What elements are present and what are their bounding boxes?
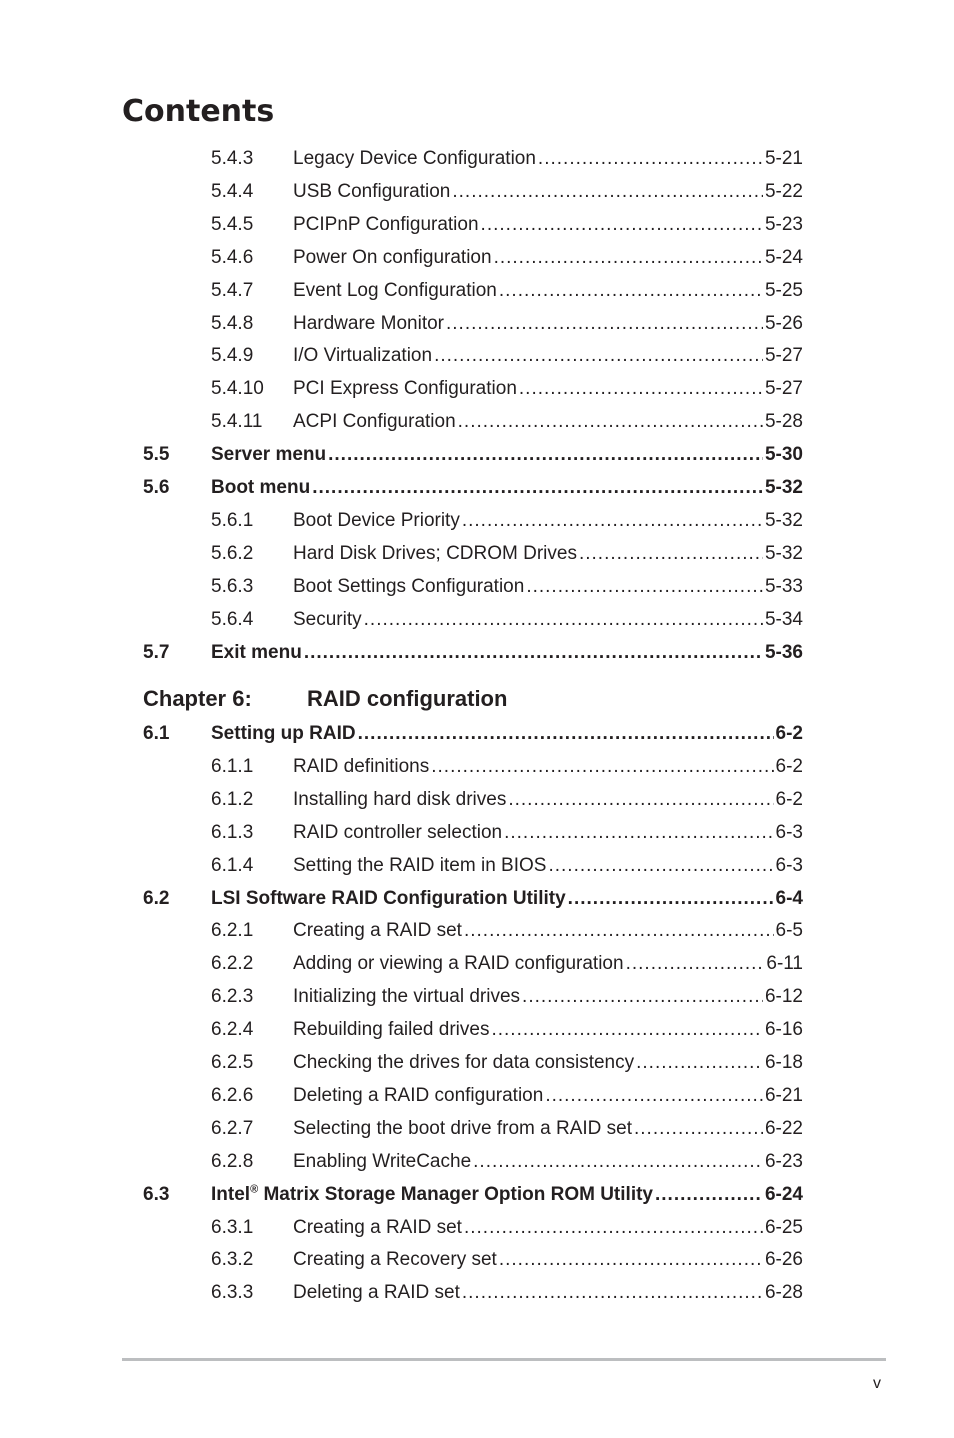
toc-entry-title-text: Creating a Recovery set — [293, 1249, 497, 1270]
toc-entry-leader-line — [293, 570, 803, 603]
toc-entry[interactable] — [0, 636, 954, 669]
toc-entry[interactable] — [0, 717, 954, 750]
toc-entry-leader-line — [293, 750, 803, 783]
toc-entry-title-text: Boot menu — [211, 477, 311, 498]
registered-trademark-mark: ® — [250, 1183, 259, 1196]
toc-entry-number: 6.1.3 — [211, 822, 254, 843]
toc-entry[interactable] — [0, 1112, 954, 1145]
dot-leader — [548, 849, 773, 882]
toc-entry-title — [211, 882, 566, 915]
toc-entry-number: 5.4.3 — [211, 148, 254, 169]
toc-entry-page: 5-27 — [764, 378, 803, 399]
toc-entry-page: 6-3 — [775, 822, 803, 843]
toc-entry-leader-line — [211, 717, 803, 750]
toc-entry[interactable] — [0, 1046, 954, 1079]
toc-entry-title — [211, 1178, 653, 1211]
toc-entry-page: 5-27 — [764, 345, 803, 366]
toc-entry-title — [293, 783, 506, 816]
toc-entry-title-text: PCIPnP Configuration — [293, 214, 479, 235]
toc-entry[interactable] — [0, 1243, 954, 1276]
toc-entry-page: 6-3 — [775, 855, 803, 876]
toc-entry[interactable] — [0, 914, 954, 947]
toc-entry-leader-line — [293, 603, 803, 636]
toc-entry[interactable] — [0, 603, 954, 636]
toc-entry-number: 5.6.4 — [211, 609, 254, 630]
toc-entry-title-text: RAID controller selection — [293, 822, 503, 843]
dot-leader — [446, 307, 763, 340]
toc-entry-number: 6.1.1 — [211, 756, 254, 777]
toc-entry-number: 5.4.8 — [211, 313, 254, 334]
toc-entry-page: 5-28 — [764, 411, 803, 432]
toc-entry-page: 6-5 — [775, 920, 803, 941]
toc-entry-title — [293, 750, 429, 783]
toc-entry-title-text: Boot Device Priority — [293, 510, 460, 531]
toc-entry-page: 5-32 — [764, 477, 803, 498]
toc-entry[interactable] — [0, 816, 954, 849]
dot-leader — [491, 1013, 763, 1046]
toc-entry-leader-line — [211, 882, 803, 915]
toc-entry-number: 5.7 — [143, 642, 170, 663]
toc-entry-number: 5.4.5 — [211, 214, 254, 235]
toc-entry-title — [293, 816, 502, 849]
toc-entry-title-text: Power On configuration — [293, 247, 492, 268]
toc-entry[interactable] — [0, 405, 954, 438]
toc-entry-title — [293, 537, 577, 570]
toc-entry[interactable] — [0, 980, 954, 1013]
toc-entry-page: 6-22 — [764, 1118, 803, 1139]
toc-entry-title-text: Rebuilding failed drives — [293, 1019, 490, 1040]
toc-entry-number: 5.4.7 — [211, 280, 254, 301]
toc-entry-number: 6.2.4 — [211, 1019, 254, 1040]
toc-entry[interactable] — [0, 175, 954, 208]
toc-entry-leader-line — [293, 241, 803, 274]
toc-entry-title-text: Adding or viewing a RAID configuration — [293, 953, 624, 974]
toc-entry-title — [211, 471, 310, 504]
toc-entry-title — [293, 405, 456, 438]
toc-entry-page: 6-21 — [764, 1085, 803, 1106]
toc-entry-page: 6-24 — [764, 1184, 803, 1205]
toc-entry-leader-line — [293, 142, 803, 175]
page-number: v — [873, 1375, 881, 1392]
toc-entry-title-text: Security — [293, 609, 362, 630]
dot-leader — [462, 1276, 763, 1309]
toc-entry-title — [293, 504, 460, 537]
toc-entry[interactable] — [0, 471, 954, 504]
toc-entry-leader-line — [211, 438, 803, 471]
toc-entry-number: 6.2.2 — [211, 953, 254, 974]
dot-leader — [328, 438, 763, 471]
toc-entry-page: 5-22 — [764, 181, 803, 202]
toc-entry-leader-line — [293, 1145, 803, 1178]
dot-leader — [655, 1178, 763, 1211]
toc-entry-number: 5.6.1 — [211, 510, 254, 531]
toc-entry[interactable] — [0, 307, 954, 340]
toc-entry-title — [293, 274, 497, 307]
dot-leader — [464, 1211, 763, 1244]
toc-entry-title-text: Server menu — [211, 444, 327, 465]
toc-entry-number: 5.6.3 — [211, 576, 254, 597]
toc-entry-title — [293, 849, 546, 882]
toc-entry-page: 5-25 — [764, 280, 803, 301]
toc-entry-page: 5-33 — [764, 576, 803, 597]
toc-entry-leader-line — [293, 1276, 803, 1309]
dot-leader — [358, 717, 774, 750]
chapter-title: RAID configuration — [307, 686, 508, 711]
toc-entry-leader-line — [211, 471, 803, 504]
toc-entry-page: 6-2 — [775, 723, 803, 744]
toc-entry-page: 6-4 — [775, 888, 803, 909]
toc-entry-page: 5-24 — [764, 247, 803, 268]
toc-entry-leader-line — [293, 1211, 803, 1244]
toc-entry-title-text: Creating a RAID set — [293, 1217, 462, 1238]
toc-entry-page: 6-11 — [766, 953, 803, 974]
chapter-number: Chapter 6: — [143, 686, 252, 711]
dot-leader — [519, 372, 763, 405]
toc-entry-title — [293, 1112, 632, 1145]
toc-entry-number: 6.2.6 — [211, 1085, 254, 1106]
dot-leader — [462, 504, 763, 537]
dot-leader — [538, 142, 763, 175]
toc-entry-page: 6-25 — [764, 1217, 803, 1238]
toc-entry-page: 6-28 — [764, 1282, 803, 1303]
toc-entry-number: 6.2.5 — [211, 1052, 254, 1073]
dot-leader — [364, 603, 763, 636]
dot-leader — [434, 339, 763, 372]
dot-leader — [499, 1243, 763, 1276]
toc-entry-title-text: Deleting a RAID configuration — [293, 1085, 544, 1106]
toc-entry-leader-line — [293, 816, 803, 849]
toc-entry-title — [211, 717, 356, 750]
toc-entry-title — [293, 1211, 462, 1244]
toc-entry-title-text: USB Configuration — [293, 181, 451, 202]
toc-entry[interactable] — [0, 241, 954, 274]
toc-entry[interactable] — [0, 339, 954, 372]
toc-entry[interactable] — [0, 1276, 954, 1309]
dot-leader — [526, 570, 763, 603]
toc-entry-leader-line — [293, 504, 803, 537]
toc-entry[interactable] — [0, 750, 954, 783]
toc-entry[interactable] — [0, 142, 954, 175]
toc-entry-leader-line — [293, 339, 803, 372]
toc-entry-title-text: Selecting the boot drive from a RAID set — [293, 1118, 632, 1139]
toc-entry-title-text: PCI Express Configuration — [293, 378, 517, 399]
toc-entry-leader-line — [293, 372, 803, 405]
toc-entry-title-text: Intel — [211, 1184, 251, 1205]
page-title: Contents — [122, 94, 275, 129]
toc-entry-title — [293, 175, 450, 208]
toc-entry-leader-line — [293, 405, 803, 438]
toc-entry-title-text: Matrix Storage Manager Option ROM Utility — [258, 1184, 653, 1205]
toc-entry-page: 5-21 — [764, 148, 803, 169]
toc-entry-leader-line — [211, 1178, 803, 1211]
toc-entry[interactable] — [0, 1178, 954, 1211]
toc-entry-number: 5.4.10 — [211, 378, 264, 399]
toc-entry-title — [293, 241, 492, 274]
toc-entry-title — [293, 1243, 497, 1276]
toc-entry-number: 6.2.1 — [211, 920, 254, 941]
dot-leader — [626, 947, 765, 980]
toc-entry-title-text: Installing hard disk drives — [293, 789, 507, 810]
dot-leader — [568, 882, 774, 915]
dot-leader — [634, 1112, 763, 1145]
toc-entry-number: 6.3 — [143, 1184, 170, 1205]
toc-entry-leader-line — [211, 636, 803, 669]
dot-leader — [636, 1046, 763, 1079]
toc-entry-leader-line — [293, 307, 803, 340]
toc-entry-page: 6-2 — [775, 789, 803, 810]
dot-leader — [431, 750, 773, 783]
toc-entry-number: 6.2.7 — [211, 1118, 254, 1139]
toc-entry-leader-line — [293, 914, 803, 947]
footer-divider — [122, 1358, 886, 1361]
dot-leader — [458, 405, 763, 438]
toc-entry-number: 6.2.8 — [211, 1151, 254, 1172]
toc-entry-leader-line — [293, 947, 803, 980]
toc-entry-number: 6.2.3 — [211, 986, 254, 1007]
toc-entry-leader-line — [293, 1046, 803, 1079]
toc-entry-number: 5.6 — [143, 477, 170, 498]
toc-entry[interactable] — [0, 1211, 954, 1244]
toc-entry-title-text: Setting the RAID item in BIOS — [293, 855, 547, 876]
toc-entry-title-text: Checking the drives for data consistency — [293, 1052, 635, 1073]
toc-entry[interactable] — [0, 947, 954, 980]
toc-entry[interactable] — [0, 882, 954, 915]
toc-entry-title-text: Initializing the virtual drives — [293, 986, 521, 1007]
toc-entry-title — [211, 438, 326, 471]
toc-entry-leader-line — [293, 537, 803, 570]
toc-entry[interactable] — [0, 372, 954, 405]
toc-entry-title-text: Legacy Device Configuration — [293, 148, 536, 169]
toc-entry-title-text: Enabling WriteCache — [293, 1151, 472, 1172]
toc-entry-number: 5.4.6 — [211, 247, 254, 268]
toc-entry[interactable] — [0, 1079, 954, 1112]
dot-leader — [504, 816, 773, 849]
toc-entry-page: 6-16 — [764, 1019, 803, 1040]
toc-entry-page: 5-26 — [764, 313, 803, 334]
toc-entry-title-text: Setting up RAID — [211, 723, 356, 744]
dot-leader — [499, 274, 763, 307]
toc-entry-leader-line — [293, 783, 803, 816]
toc-entry-title — [293, 339, 432, 372]
toc-entry-title-text: Hard Disk Drives; CDROM Drives — [293, 543, 577, 564]
toc-entry-title — [293, 570, 524, 603]
toc-entry-leader-line — [293, 1079, 803, 1112]
dot-leader — [579, 537, 763, 570]
dot-leader — [473, 1145, 763, 1178]
toc-entry-title — [293, 1145, 471, 1178]
toc-entry-leader-line — [293, 1013, 803, 1046]
toc-entry[interactable] — [0, 783, 954, 816]
toc-entry[interactable] — [0, 849, 954, 882]
toc-entry-number: 6.3.1 — [211, 1217, 254, 1238]
toc-entry-number: 6.3.3 — [211, 1282, 254, 1303]
toc-entry-title — [293, 947, 624, 980]
toc-entry-title-text: Event Log Configuration — [293, 280, 497, 301]
toc-entry-page: 5-23 — [764, 214, 803, 235]
toc-entry[interactable] — [0, 1145, 954, 1178]
toc-entry-leader-line — [293, 1243, 803, 1276]
toc-entry[interactable] — [0, 570, 954, 603]
toc-entry-leader-line — [293, 274, 803, 307]
toc-entry-title-text: Hardware Monitor — [293, 313, 444, 334]
toc-entry-title-text: I/O Virtualization — [293, 345, 433, 366]
toc-entry-number: 6.1.4 — [211, 855, 254, 876]
toc-entry-page: 5-32 — [764, 510, 803, 531]
toc-entry-page: 6-18 — [764, 1052, 803, 1073]
toc-entry-number: 5.4.11 — [211, 411, 263, 432]
toc-entry-title — [293, 980, 520, 1013]
dot-leader — [494, 241, 763, 274]
toc-entry-number: 5.4.4 — [211, 181, 254, 202]
toc-entry-number: 5.5 — [143, 444, 170, 465]
toc-entry-title-text: LSI Software RAID Configuration Utility — [211, 888, 566, 909]
toc-entry-title — [293, 307, 444, 340]
dot-leader — [481, 208, 763, 241]
toc-entry-number: 6.1.2 — [211, 789, 254, 810]
toc-entry[interactable] — [0, 1013, 954, 1046]
toc-entry-title — [293, 372, 517, 405]
toc-entry-title — [293, 1013, 489, 1046]
toc-entry[interactable] — [0, 537, 954, 570]
toc-entry-title — [211, 636, 302, 669]
toc-entry-page: 6-2 — [775, 756, 803, 777]
chapter-heading — [0, 684, 954, 714]
toc-entry-title-text: ACPI Configuration — [293, 411, 456, 432]
toc-entry-title-text: Boot Settings Configuration — [293, 576, 525, 597]
toc-entry[interactable] — [0, 504, 954, 537]
dot-leader — [508, 783, 773, 816]
toc-entry-page: 6-23 — [764, 1151, 803, 1172]
toc-entry-number: 5.6.2 — [211, 543, 254, 564]
toc-entry-number: 5.4.9 — [211, 345, 254, 366]
toc-entry-title — [293, 603, 362, 636]
dot-leader — [312, 471, 763, 504]
toc-entry-leader-line — [293, 208, 803, 241]
toc-entry-page: 5-32 — [764, 543, 803, 564]
toc-entry[interactable] — [0, 274, 954, 307]
toc-entry[interactable] — [0, 208, 954, 241]
toc-entry-title — [293, 914, 462, 947]
toc-entry-title — [293, 208, 479, 241]
dot-leader — [452, 175, 763, 208]
dot-leader — [522, 980, 763, 1013]
toc-entry-number: 6.3.2 — [211, 1249, 254, 1270]
toc-entry-page: 5-36 — [764, 642, 803, 663]
toc-entry-page: 5-34 — [764, 609, 803, 630]
toc-entry-page: 6-26 — [764, 1249, 803, 1270]
dot-leader — [545, 1079, 763, 1112]
toc-entry-page: 5-30 — [764, 444, 803, 465]
toc-entry-title-text: RAID definitions — [293, 756, 430, 777]
toc-entry-leader-line — [293, 1112, 803, 1145]
toc-entry[interactable] — [0, 438, 954, 471]
dot-leader — [464, 914, 774, 947]
toc-entry-title-text: Deleting a RAID set — [293, 1282, 460, 1303]
toc-entry-title-text: Creating a RAID set — [293, 920, 462, 941]
toc-entry-number: 6.2 — [143, 888, 170, 909]
toc-entry-title — [293, 1046, 634, 1079]
toc-entry-leader-line — [293, 175, 803, 208]
toc-entry-title — [293, 1079, 543, 1112]
toc-entry-leader-line — [293, 849, 803, 882]
toc-entry-page: 6-12 — [764, 986, 803, 1007]
toc-entry-number: 6.1 — [143, 723, 170, 744]
toc-entry-title-text: Exit menu — [211, 642, 302, 663]
toc-entry-title — [293, 142, 536, 175]
toc-entry-leader-line — [293, 980, 803, 1013]
dot-leader — [304, 636, 763, 669]
toc-entry-title — [293, 1276, 460, 1309]
